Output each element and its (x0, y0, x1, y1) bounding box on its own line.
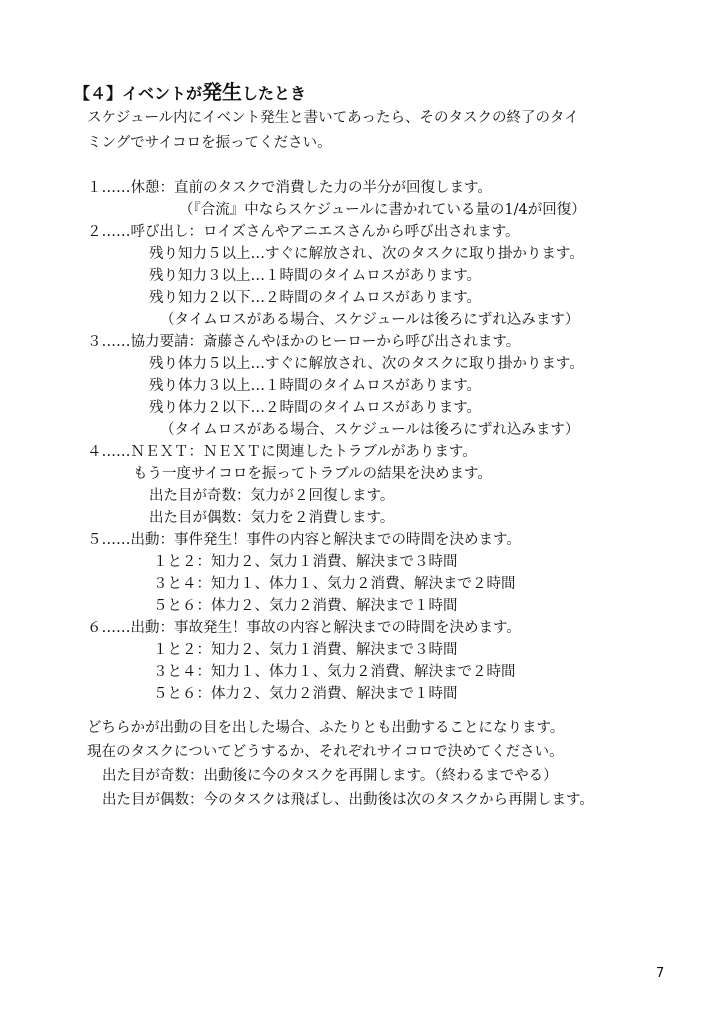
list-subitem: 残り知力２以下…２時間のタイムロスがあります。 (149, 290, 482, 306)
outro-subline: 出た目が偶数：今のタスクは飛ばし、出動後は次のタスクから再開します。 (102, 792, 594, 808)
list-item: ５……出動：事件発生！事件の内容と解決までの時間を決めます。 (87, 532, 521, 548)
list-subitem: 残り体力５以上…すぐに解放され、次のタスクに取り掛かります。 (149, 356, 584, 372)
list-item: ２……呼び出し：ロイズさんやアニエスさんから呼び出されます。 (87, 224, 520, 240)
outro-line: どちらかが出動の目を出した場合、ふたりとも出動することになります。 (87, 720, 565, 736)
list-subitem: ３と４：知力１、体力１、気力２消費、解決まで２時間 (153, 664, 516, 680)
list-subitem: 残り知力３以上…１時間のタイムロスがあります。 (149, 268, 482, 284)
list-subitem: １と２：知力２、気力１消費、解決まで３時間 (153, 642, 458, 658)
list-item: ６……出動：事故発生！事故の内容と解決までの時間を決めます。 (87, 620, 521, 636)
page-number: 7 (656, 966, 665, 981)
list-subitem: ５と６：体力２、気力２消費、解決まで１時間 (153, 598, 458, 614)
list-subitem: ５と６：体力２、気力２消費、解決まで１時間 (153, 686, 458, 702)
list-subitem: ３と４：知力１、体力１、気力２消費、解決まで２時間 (153, 576, 516, 592)
heading-pre: イベントが (122, 84, 203, 103)
list-subitem: 出た目が偶数：気力を２消費します。 (149, 510, 395, 526)
list-note: （『合流』中ならスケジュールに書かれている量の1/4が回復） (179, 202, 586, 218)
heading-bracket: 【４】 (74, 84, 123, 103)
list-note: （タイムロスがある場合、スケジュールは後ろにずれ込みます） (160, 422, 580, 438)
outro-line: 現在のタスクについてどうするか、それぞれサイコロで決めてください。 (87, 744, 564, 760)
heading-post: したとき (242, 84, 307, 103)
list-item: ３……協力要請：斎藤さんやほかのヒーローから呼び出されます。 (87, 334, 521, 350)
list-subitem: 残り体力３以上…１時間のタイムロスがあります。 (149, 378, 482, 394)
list-subitem: 残り知力５以上…すぐに解放され、次のタスクに取り掛かります。 (149, 246, 584, 262)
intro-line: ミングでサイコロを振ってください。 (87, 135, 332, 151)
heading-emphasis: 発生 (202, 80, 243, 104)
list-item: １……休憩：直前のタスクで消費した力の半分が回復します。 (87, 180, 492, 196)
list-subitem: もう一度サイコロを振ってトラブルの結果を決めます。 (133, 466, 492, 482)
section-heading (74, 76, 306, 105)
list-note: （タイムロスがある場合、スケジュールは後ろにずれ込みます） (160, 312, 580, 328)
list-subitem: 残り体力２以下…２時間のタイムロスがあります。 (149, 400, 482, 416)
intro-line: スケジュール内にイベント発生と書いてあったら、そのタスクの終了のタイ (87, 110, 579, 126)
list-subitem: １と２：知力２、気力１消費、解決まで３時間 (153, 554, 458, 570)
outro-subline: 出た目が奇数：出動後に今のタスクを再開します。（終わるまでやる） (102, 768, 558, 784)
list-item: ４……ＮＥＸＴ：ＮＥＸＴに関連したトラブルがあります。 (87, 444, 477, 460)
list-subitem: 出た目が奇数：気力が２回復します。 (149, 488, 395, 504)
